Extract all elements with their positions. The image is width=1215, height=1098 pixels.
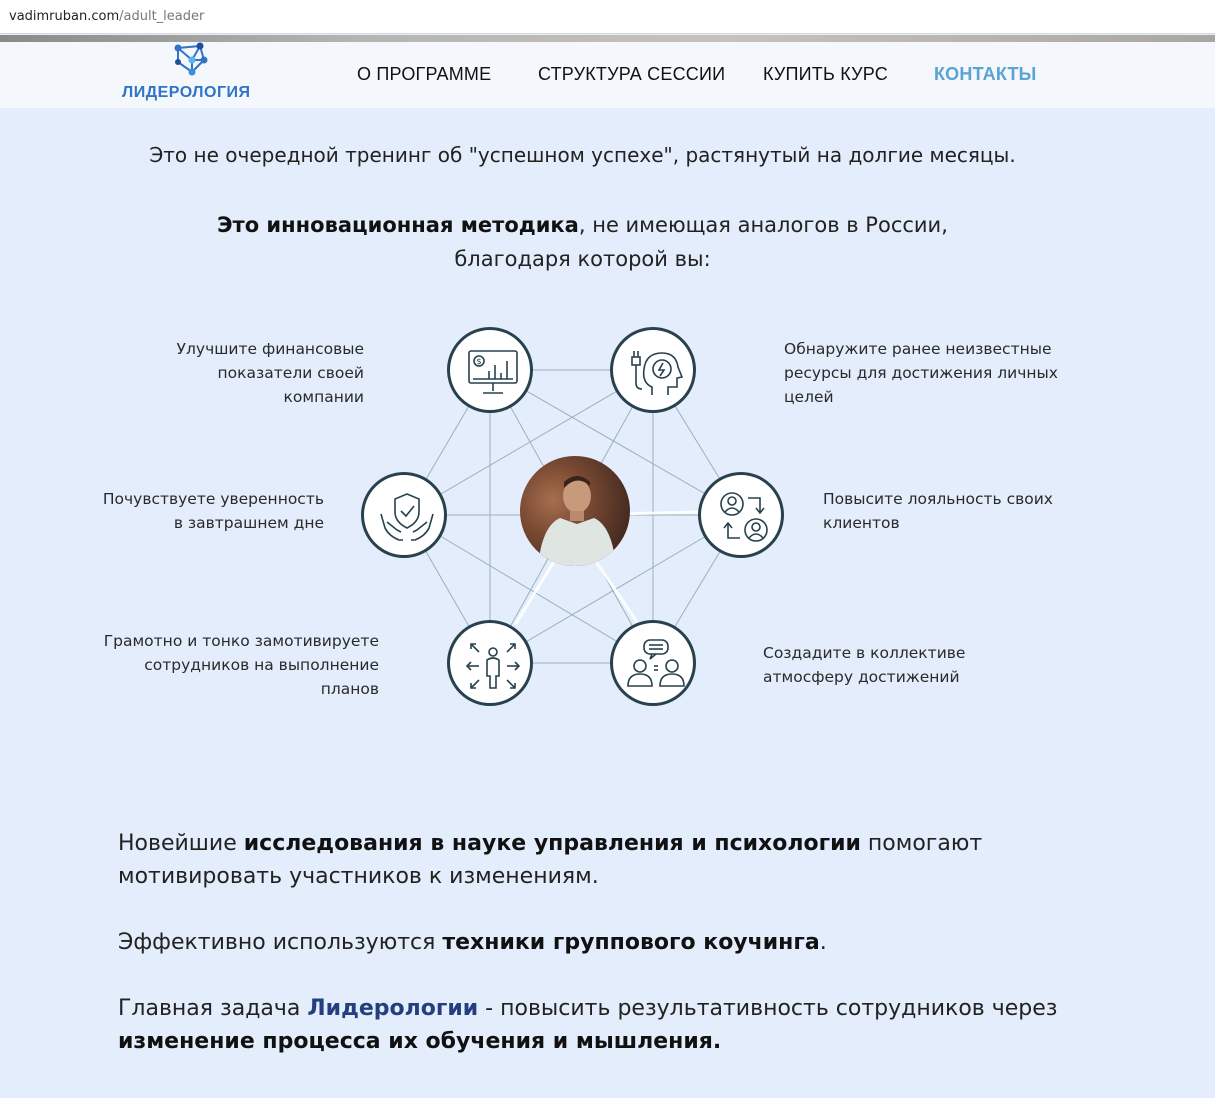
- url-domain: vadimruban.com: [9, 9, 120, 24]
- benefit-financial: [150, 337, 364, 409]
- trainer-photo: [520, 456, 630, 566]
- benefit-loyalty-line: клиентов: [823, 514, 900, 532]
- intro-line-1: Это не очередной тренинг об "успешном успехе", растянутый на долгие месяцы.: [149, 143, 1016, 167]
- intro-rest: , не имеющая аналогов в России,: [578, 213, 948, 237]
- benefit-resources: [784, 337, 1074, 409]
- brand-name: Лидерологии: [307, 996, 479, 1021]
- nav-session-structure[interactable]: СТРУКТУРА СЕССИИ: [538, 64, 726, 84]
- benefit-confidence-line: Почувствуете уверенность: [102, 490, 324, 508]
- intro-paragraph: [0, 208, 1165, 276]
- benefit-resources-line: ресурсы для достижения личных: [784, 364, 1058, 382]
- text-run: мотивировать участников к изменениям.: [118, 864, 599, 889]
- benefit-atmosphere-line: атмосферу достижений: [763, 668, 960, 686]
- benefit-financial-line: компании: [283, 388, 364, 406]
- node-financial: [447, 327, 533, 413]
- coaching-paragraph: [118, 926, 1118, 959]
- benefit-confidence-line: в завтрашнем дне: [173, 514, 324, 532]
- nav-about[interactable]: О ПРОГРАММЕ: [357, 64, 492, 84]
- benefit-motivation: [90, 629, 379, 701]
- text-run: Эффективно используются: [118, 930, 443, 955]
- node-confidence: [361, 472, 447, 558]
- text-run-bold: изменение процесса их обучения и мышления.: [118, 1029, 722, 1054]
- text-run: помогают: [860, 831, 983, 856]
- nav-contacts[interactable]: КОНТАКТЫ: [934, 64, 1037, 84]
- svg-text:$: $: [476, 357, 482, 366]
- node-atmosphere: [610, 620, 696, 706]
- benefit-financial-line: показатели своей: [217, 364, 364, 382]
- benefit-atmosphere-line: Создадите в коллективе: [763, 644, 966, 662]
- research-paragraph: [118, 827, 1118, 893]
- text-run-bold: техники группового коучинга: [442, 930, 820, 955]
- node-loyalty: [698, 472, 784, 558]
- node-motivation: [447, 620, 533, 706]
- benefit-resources-line: Обнаружите ранее неизвестные: [784, 340, 1052, 358]
- benefit-resources-line: целей: [784, 388, 834, 406]
- logo[interactable]: [122, 42, 262, 108]
- text-run: Главная задача: [118, 996, 308, 1021]
- text-run: Новейшие: [118, 831, 244, 856]
- main-goal-paragraph: [118, 992, 1118, 1058]
- benefit-motivation-line: Грамотно и тонко замотивируете: [103, 632, 379, 650]
- node-resources: [610, 327, 696, 413]
- shield-hands-icon: [377, 488, 437, 548]
- network-logo-icon: [170, 40, 212, 80]
- text-run: .: [819, 930, 827, 955]
- text-run: - повысить результативность сотрудников через: [478, 996, 1058, 1021]
- person-arrows-icon: [463, 636, 523, 696]
- url-path: /adult_leader: [119, 9, 205, 24]
- site-header: [0, 42, 1215, 108]
- benefit-loyalty-line: Повысите лояльность своих: [823, 490, 1053, 508]
- intro-bold: Это инновационная методика: [217, 213, 579, 237]
- head-plug-icon: [626, 343, 686, 403]
- logo-text: ЛИДЕРОЛОГИЯ: [122, 84, 251, 101]
- chart-monitor-icon: [463, 343, 523, 403]
- benefit-motivation-line: планов: [320, 680, 379, 698]
- intro-line-3: благодаря которой вы:: [454, 247, 711, 271]
- text-run-bold: исследования в науке управления и психологии: [243, 831, 861, 856]
- person-portrait-icon: [520, 456, 630, 566]
- benefit-motivation-line: сотрудников на выполнение: [144, 656, 379, 674]
- benefit-atmosphere: [763, 641, 1023, 689]
- benefit-loyalty: [823, 487, 1083, 535]
- benefit-financial-line: Улучшите финансовые: [176, 340, 364, 358]
- people-exchange-icon: [714, 488, 774, 548]
- group-chat-icon: [626, 636, 686, 696]
- address-bar[interactable]: [0, 0, 1215, 34]
- benefit-confidence: [90, 487, 324, 535]
- nav-buy-course[interactable]: КУПИТЬ КУРС: [763, 64, 888, 84]
